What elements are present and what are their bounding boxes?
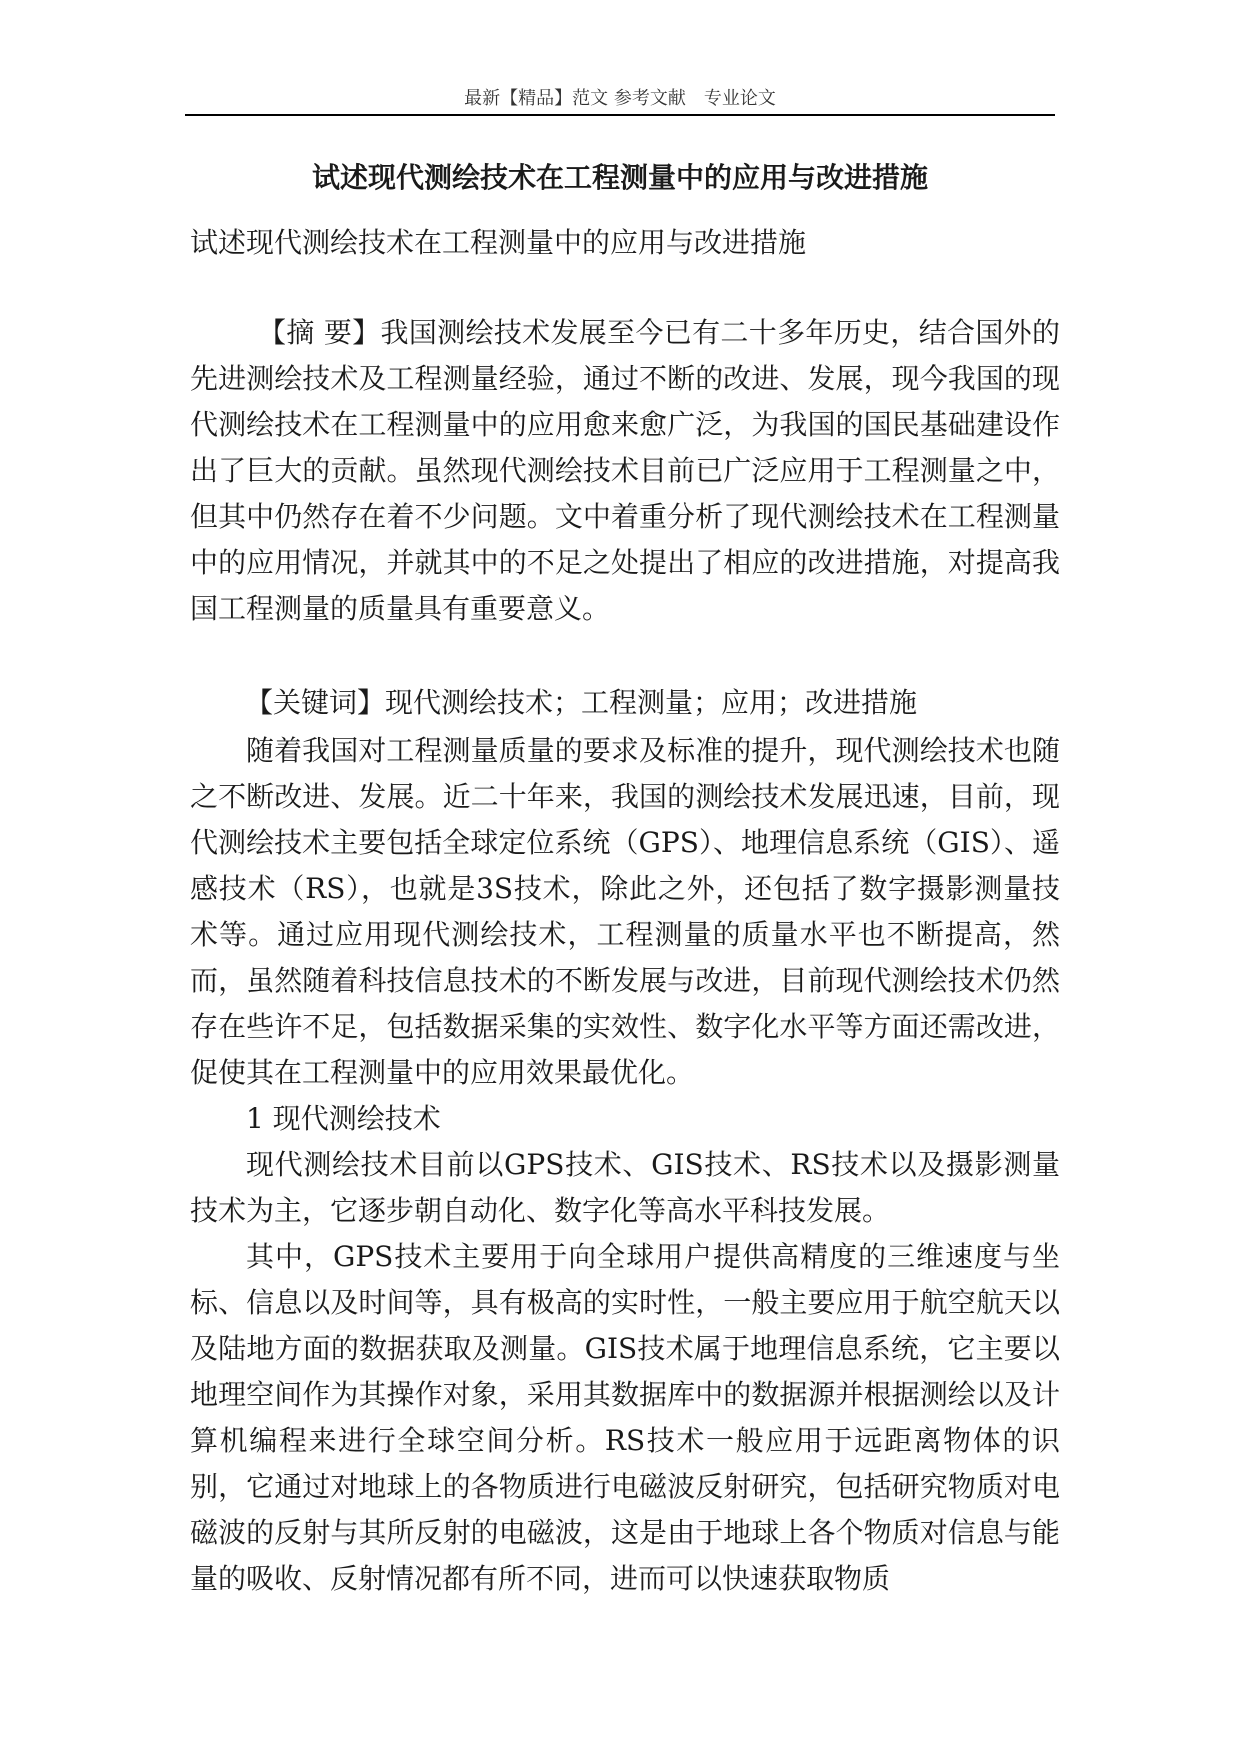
- document-title: 试述现代测绘技术在工程测量中的应用与改进措施: [311, 161, 928, 194]
- main-body: [190, 728, 1060, 1602]
- intro-paragraph: 随着我国对工程测量质量的要求及标准的提升，现代测绘技术也随之不断改进、发展。近二十年来，我国的测绘技术发展迅速，目前，现代测绘技术主要包括全球定位系统（GPS）、地理信息系统（GIS）、遥感技术（RS），也就是3S技术，除此之外，还包括了数字摄影测量技术等。通过应用现代测绘技术，工程测量的质量水平也不断提高，然而，虽然随着科技信息技术的不断发展与改进，目前现代测绘技术仍然存在些许不足，包括数据采集的实效性、数字化水平等方面还需改进，促使其在工程测量中的应用效果最优化。: [190, 734, 1060, 1089]
- header-rule: [185, 114, 1055, 116]
- keywords-line: 【关键词】现代测绘技术；工程测量；应用；改进措施: [245, 686, 918, 719]
- body-paragraph: 其中，GPS技术主要用于向全球用户提供高精度的三维速度与坐标、信息以及时间等，具有极高的实时性，一般主要应用于航空航天以及陆地方面的数据获取及测量。GIS技术属于地理信息系统，它主要以地理空间作为其操作对象，采用其数据库中的数据源并根据测绘以及计算机编程来进行全球空间分析。RS技术一般应用于远距离物体的识别，它通过对地球上的各物质进行电磁波反射研究，包括研究物质对电磁波的反射与其所反射的电磁波，这是由于地球上各个物质对信息与能量的吸收、反射情况都有所不同，进而可以快速获取物质: [190, 1240, 1060, 1595]
- section-heading: 1 现代测绘技术: [246, 1102, 441, 1135]
- document-subtitle: 试述现代测绘技术在工程测量中的应用与改进措施: [190, 226, 807, 259]
- page-header: 最新【精品】范文 参考文献 专业论文: [464, 88, 776, 109]
- abstract-paragraph: 【摘 要】我国测绘技术发展至今已有二十多年历史，结合国外的先进测绘技术及工程测量经验，通过不断的改进、发展，现今我国的现代测绘技术在工程测量中的应用愈来愈广泛，为我国的国民基础建设作出了巨大的贡献。虽然现代测绘技术目前已广泛应用于工程测量之中，但其中仍然存在着不少问题。文中着重分析了现代测绘技术在工程测量中的应用情况，并就其中的不足之处提出了相应的改进措施，对提高我国工程测量的质量具有重要意义。: [190, 316, 1060, 625]
- body-paragraph: 现代测绘技术目前以GPS技术、GIS技术、RS技术以及摄影测量技术为主，它逐步朝自动化、数字化等高水平科技发展。: [190, 1148, 1060, 1227]
